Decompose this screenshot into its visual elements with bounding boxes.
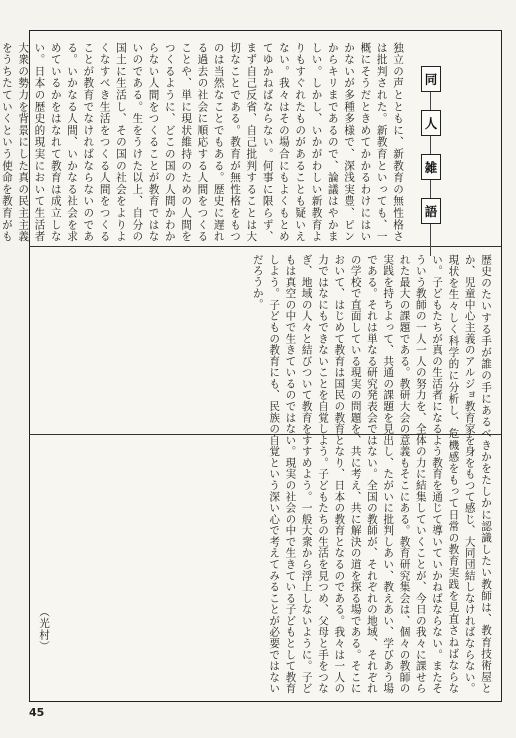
top-text-block: 独立の声とともに、新教育の無性格さは批判された。新教育といっても、一概にそうだときめてかかるわけにはいかないが多種多様で、深浅実豊、ピンからキリまであるので、論議はやかましい。しかし、いかがわしい新教育よりもすぐれたものがあることも疑いえない。我々はその場合にもよくもとめてゆかねばならない。何事に限らず、まず自己反省、自己批判することは大切なことである。教育が無性格をもつのは当然なことでもある。歴史に遅れる過去の社会に順応する人間をつくることや、単に現状維持のための人間をつくるように、どこの国の人間かわからない人間をつくることが教育ではないのである。生をうけた以上、自分の国土に生活し、その国の社会をよりよくなすべき生活をつくる人間をつくることが教育でなければならないのである。いかなる人間、いかなる社会を求めているかをはなれて教育は成立しない。日本の歴史的現実において生活者大衆の勢力を背景にした真の民主主義をうちたていくという使命を教育がも — [0, 42, 404, 242]
section-tag-char-1: 同 — [421, 66, 441, 92]
section-tag-char-4: 語 — [421, 198, 441, 224]
bottom-text-block: 歴史のたいする手が誰の手にあるべきかをたしかに認識したい教師は、教育技術屋とか、児童中心主義のアルジョ教育家を身をもつて感じ、大同団結しなければならない。現状を生々しく科学的に分析し、危機感をもって日常の教育実践を見直さねばならない。子どもたちが真の生活者になるよう教育を通じて導いていかねばならない。またそういう教師の一人一人の努力を、全体の力に結集していくことが、今日の我々に課せられた最大の課題である。教研大会の意義もそこにある。教育研究集会は、個々の教師の実践を持ちよって、共通の課題を見出し、たがいに批判しあい、教えあい、学びあう場である。それは単なる研究発表会ではない。全国の教師が、それぞれの地域、それぞれの学校で直面している現実の問題を、共に考え、共に解決の道を探る場である。そこにおいて、はじめて教育は国民の教育となり、日本の教育となるのである。我々は一人の力ではなにもできないことを自覚しよう。子どもたちの生活を見つめ、父母と手をつなぎ、地域の人々と結びついて教育をすすめよう。一般大衆から浮上しないように。子どもは真空の中で生きているのではない。現実の社会の中で生きている子どもとして教育しよう。子どもの教育にも、民族の自覚という深い心で考えてみることが必要ではないだろうか。 — [251, 254, 492, 694]
section-tag-char-2: 人 — [421, 110, 441, 136]
author-signature: （光村） — [38, 606, 50, 653]
section-tag-char-3: 雑 — [421, 154, 441, 180]
page-number: 45 — [29, 706, 45, 719]
